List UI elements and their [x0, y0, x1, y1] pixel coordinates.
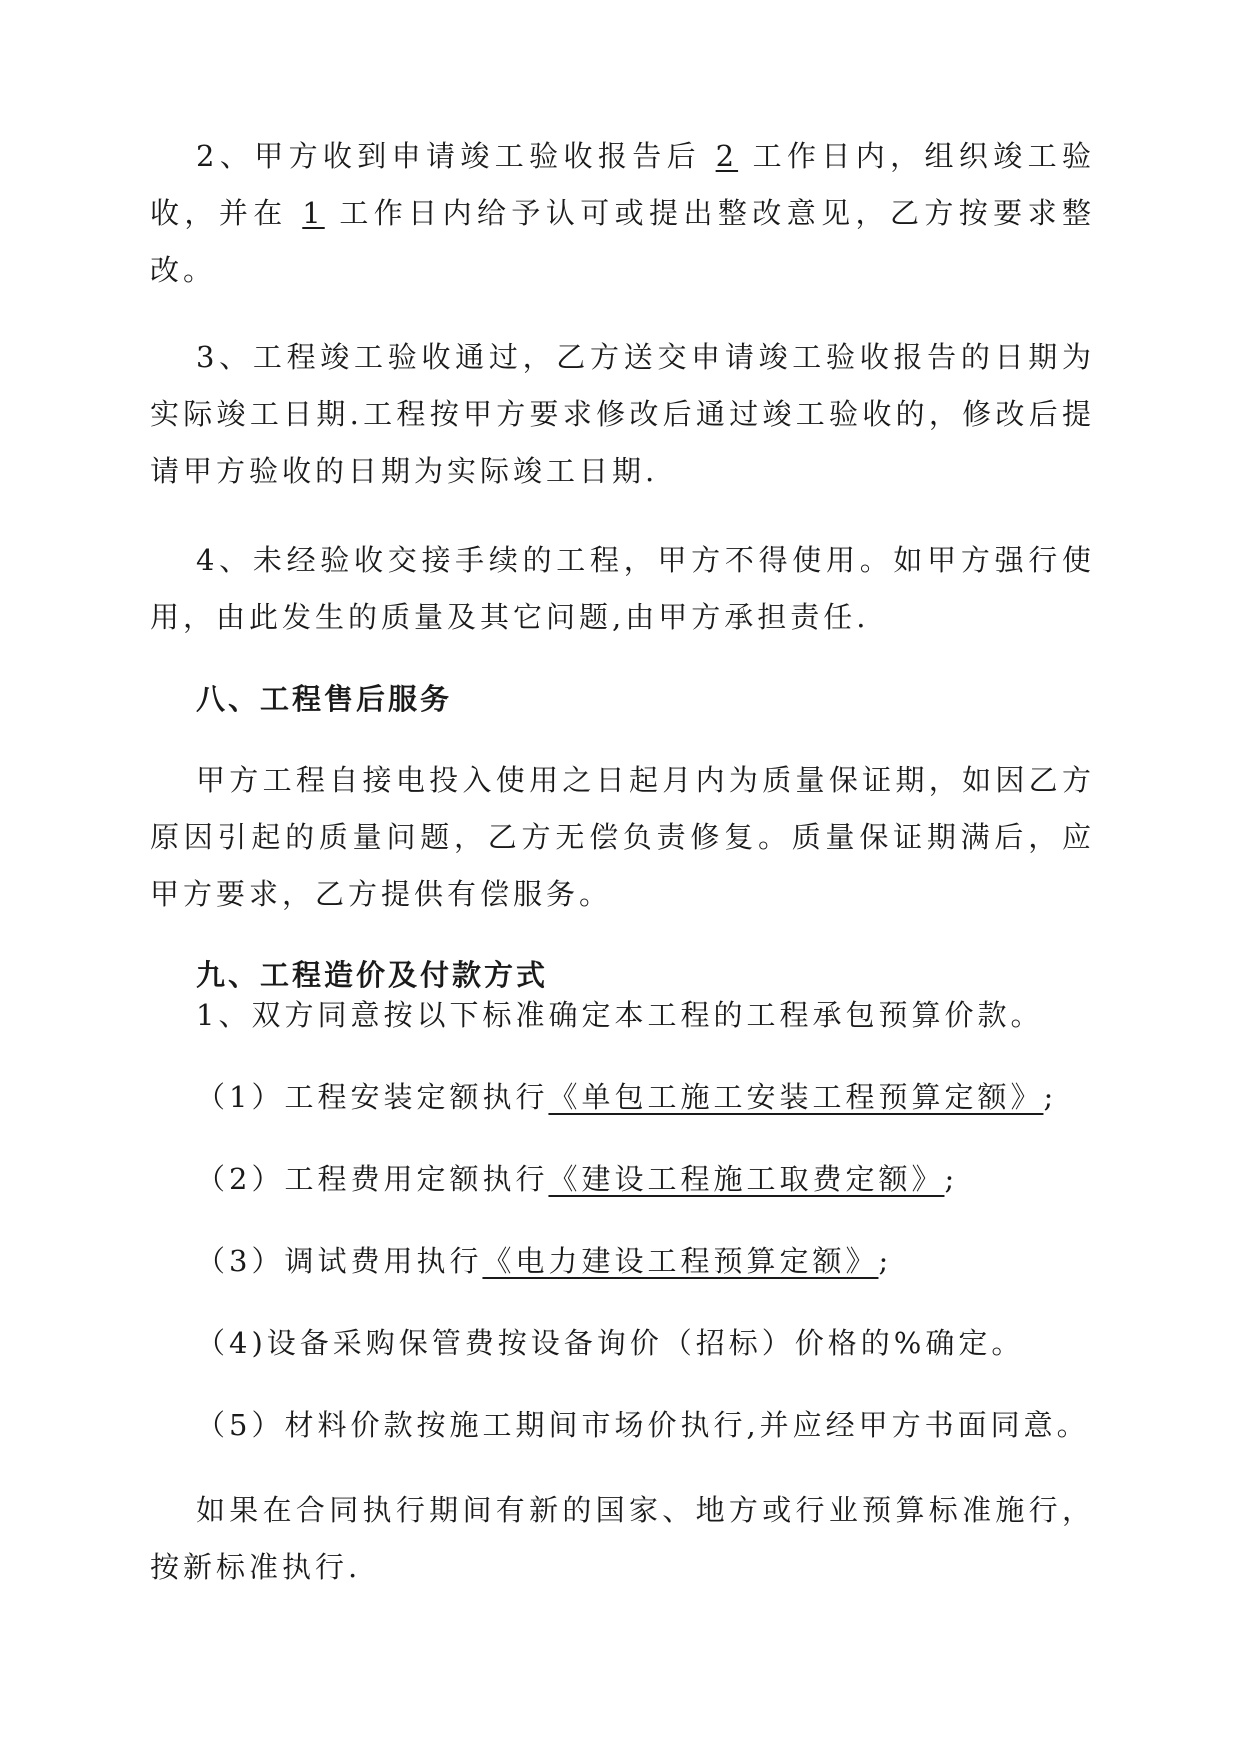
approval-days-value: 1: [302, 196, 325, 230]
pricing-item-3: [150, 1241, 1095, 1281]
document-page: [150, 128, 1095, 1596]
pricing-item-2: [150, 1159, 1095, 1199]
section-9-intro: 1、双方同意按以下标准确定本工程的工程承包预算价款。: [196, 998, 1044, 1032]
pricing-item-3-suffix: ;: [878, 1244, 893, 1278]
pricing-item-3-prefix: （3）调试费用执行: [196, 1244, 483, 1278]
acceptance-days-value: 2: [715, 139, 739, 173]
clause-7-2-text-b: 工作日内，组织竣工验收，并在: [150, 139, 1096, 230]
pricing-item-1-prefix: （1）工程安装定额执行: [196, 1080, 549, 1114]
pricing-item-2-prefix: （2）工程费用定额执行: [196, 1162, 549, 1196]
section-9-closing: 如果在合同执行期间有新的国家、地方或行业预算标准施行，按新标准执行.: [150, 1493, 1095, 1584]
section-9-heading: 九、工程造价及付款方式: [196, 958, 549, 992]
section-8-heading: 八、工程售后服务: [196, 682, 453, 716]
pricing-item-2-suffix: ;: [944, 1162, 959, 1196]
pricing-item-3-reference: 《电力建设工程预算定额》: [482, 1244, 879, 1278]
pricing-item-5: （5）材料价款按施工期间市场价执行,并应经甲方书面同意。: [196, 1408, 1090, 1442]
clause-7-4: 4、未经验收交接手续的工程，甲方不得使用。如甲方强行使用，由此发生的质量及其它问题,由甲方承担责任.: [150, 543, 1095, 634]
clause-7-2-text-c: 工作日内给予认可或提出整改意见，乙方按要求整改。: [150, 196, 1095, 287]
pricing-item-1: [150, 1077, 1095, 1117]
clause-7-2: [150, 128, 1095, 299]
pricing-item-1-suffix: ;: [1043, 1080, 1058, 1114]
clause-7-3: 3、工程竣工验收通过，乙方送交申请竣工验收报告的日期为实际竣工日期.工程按甲方要求修改后通过竣工验收的，修改后提请甲方验收的日期为实际竣工日期.: [150, 340, 1095, 488]
pricing-item-2-reference: 《建设工程施工取费定额》: [548, 1162, 945, 1196]
section-8-body: 甲方工程自接电投入使用之日起月内为质量保证期，如因乙方原因引起的质量问题，乙方无偿负责修复。质量保证期满后，应甲方要求，乙方提供有偿服务。: [150, 763, 1095, 911]
pricing-item-4: （4)设备采购保管费按设备询价（招标）价格的%确定。: [196, 1326, 1025, 1360]
clause-7-2-text-a: 2、甲方收到申请竣工验收报告后: [196, 139, 716, 173]
pricing-item-1-reference: 《单包工施工安装工程预算定额》: [548, 1080, 1044, 1114]
